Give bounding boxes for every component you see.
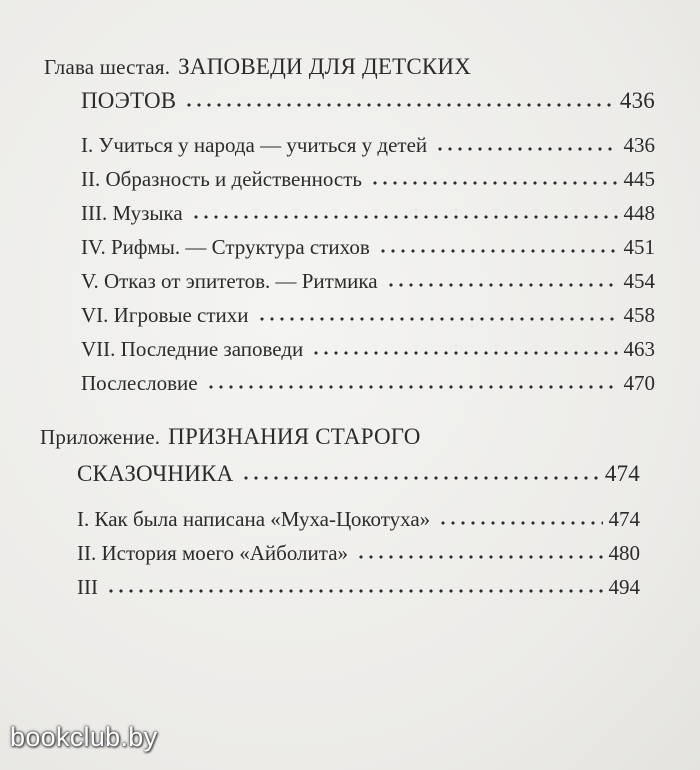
toc-entry	[81, 235, 655, 260]
appendix-label: Приложение.	[40, 425, 161, 449]
chapter-heading	[44, 54, 471, 80]
leader-dots	[206, 384, 618, 390]
appendix-heading	[40, 424, 421, 450]
watermark-text: bookclub.by	[10, 722, 158, 752]
page-number: 458	[623, 303, 655, 327]
page-number: 474	[608, 507, 640, 531]
entry-title: I. Как была написана «Муха-Цокотуха»	[77, 507, 431, 531]
leader-dots	[106, 588, 603, 594]
page-number: 463	[623, 337, 655, 361]
chapter-label: Глава шестая.	[44, 55, 171, 79]
page-number: 470	[623, 371, 655, 395]
entry-title: V. Отказ от эпитетов. — Ритмика	[81, 269, 378, 293]
appendix-title: ПРИЗНАНИЯ СТАРОГО	[168, 424, 421, 449]
chapter-title: ЗАПОВЕДИ ДЛЯ ДЕТСКИХ	[178, 54, 472, 79]
toc-entry	[81, 303, 655, 328]
entry-title: VII. Последние заповеди	[81, 337, 304, 361]
toc-entry	[81, 337, 655, 362]
entry-title: I. Учиться у народа — учиться у детей	[81, 133, 428, 157]
toc-entry	[81, 167, 655, 192]
leader-dots	[386, 282, 618, 288]
page-number: 474	[604, 461, 640, 486]
leader-dots	[184, 102, 614, 108]
toc-entry	[81, 371, 655, 396]
entry-title: II. Образность и действенность	[81, 167, 362, 191]
page-number: 451	[623, 235, 655, 259]
entry-title: III. Музыка	[81, 201, 183, 225]
page-number: 494	[608, 575, 640, 599]
page-number: 445	[623, 167, 655, 191]
page-number: 436	[623, 133, 655, 157]
leader-dots	[378, 248, 618, 254]
toc-entry	[81, 201, 655, 226]
leader-dots	[356, 554, 602, 560]
entry-title: III	[77, 575, 98, 599]
page-number: 454	[623, 269, 655, 293]
entry-title: II. История моего «Айболита»	[77, 541, 349, 565]
chapter-title-continued: ПОЭТОВ	[81, 88, 177, 113]
leader-dots	[435, 146, 617, 152]
leader-dots	[191, 214, 618, 220]
toc-entry	[81, 269, 655, 294]
page-number: 436	[619, 88, 655, 113]
toc-entry	[81, 88, 655, 114]
toc-entry	[77, 507, 640, 532]
leader-dots	[257, 316, 618, 322]
page-number: 480	[608, 541, 640, 565]
page-number: 448	[623, 201, 655, 225]
toc-entry	[77, 461, 640, 487]
toc-entry	[77, 541, 640, 566]
leader-dots	[438, 520, 602, 526]
entry-title: Послесловие	[81, 371, 198, 395]
entry-title: VI. Игровые стихи	[81, 303, 249, 327]
leader-dots	[241, 475, 598, 481]
toc-entry	[77, 575, 640, 600]
leader-dots	[311, 350, 617, 356]
leader-dots	[370, 180, 618, 186]
entry-title: IV. Рифмы. — Структура стихов	[81, 235, 370, 259]
appendix-title-continued: СКАЗОЧНИКА	[77, 461, 234, 486]
toc-entry	[81, 133, 655, 158]
